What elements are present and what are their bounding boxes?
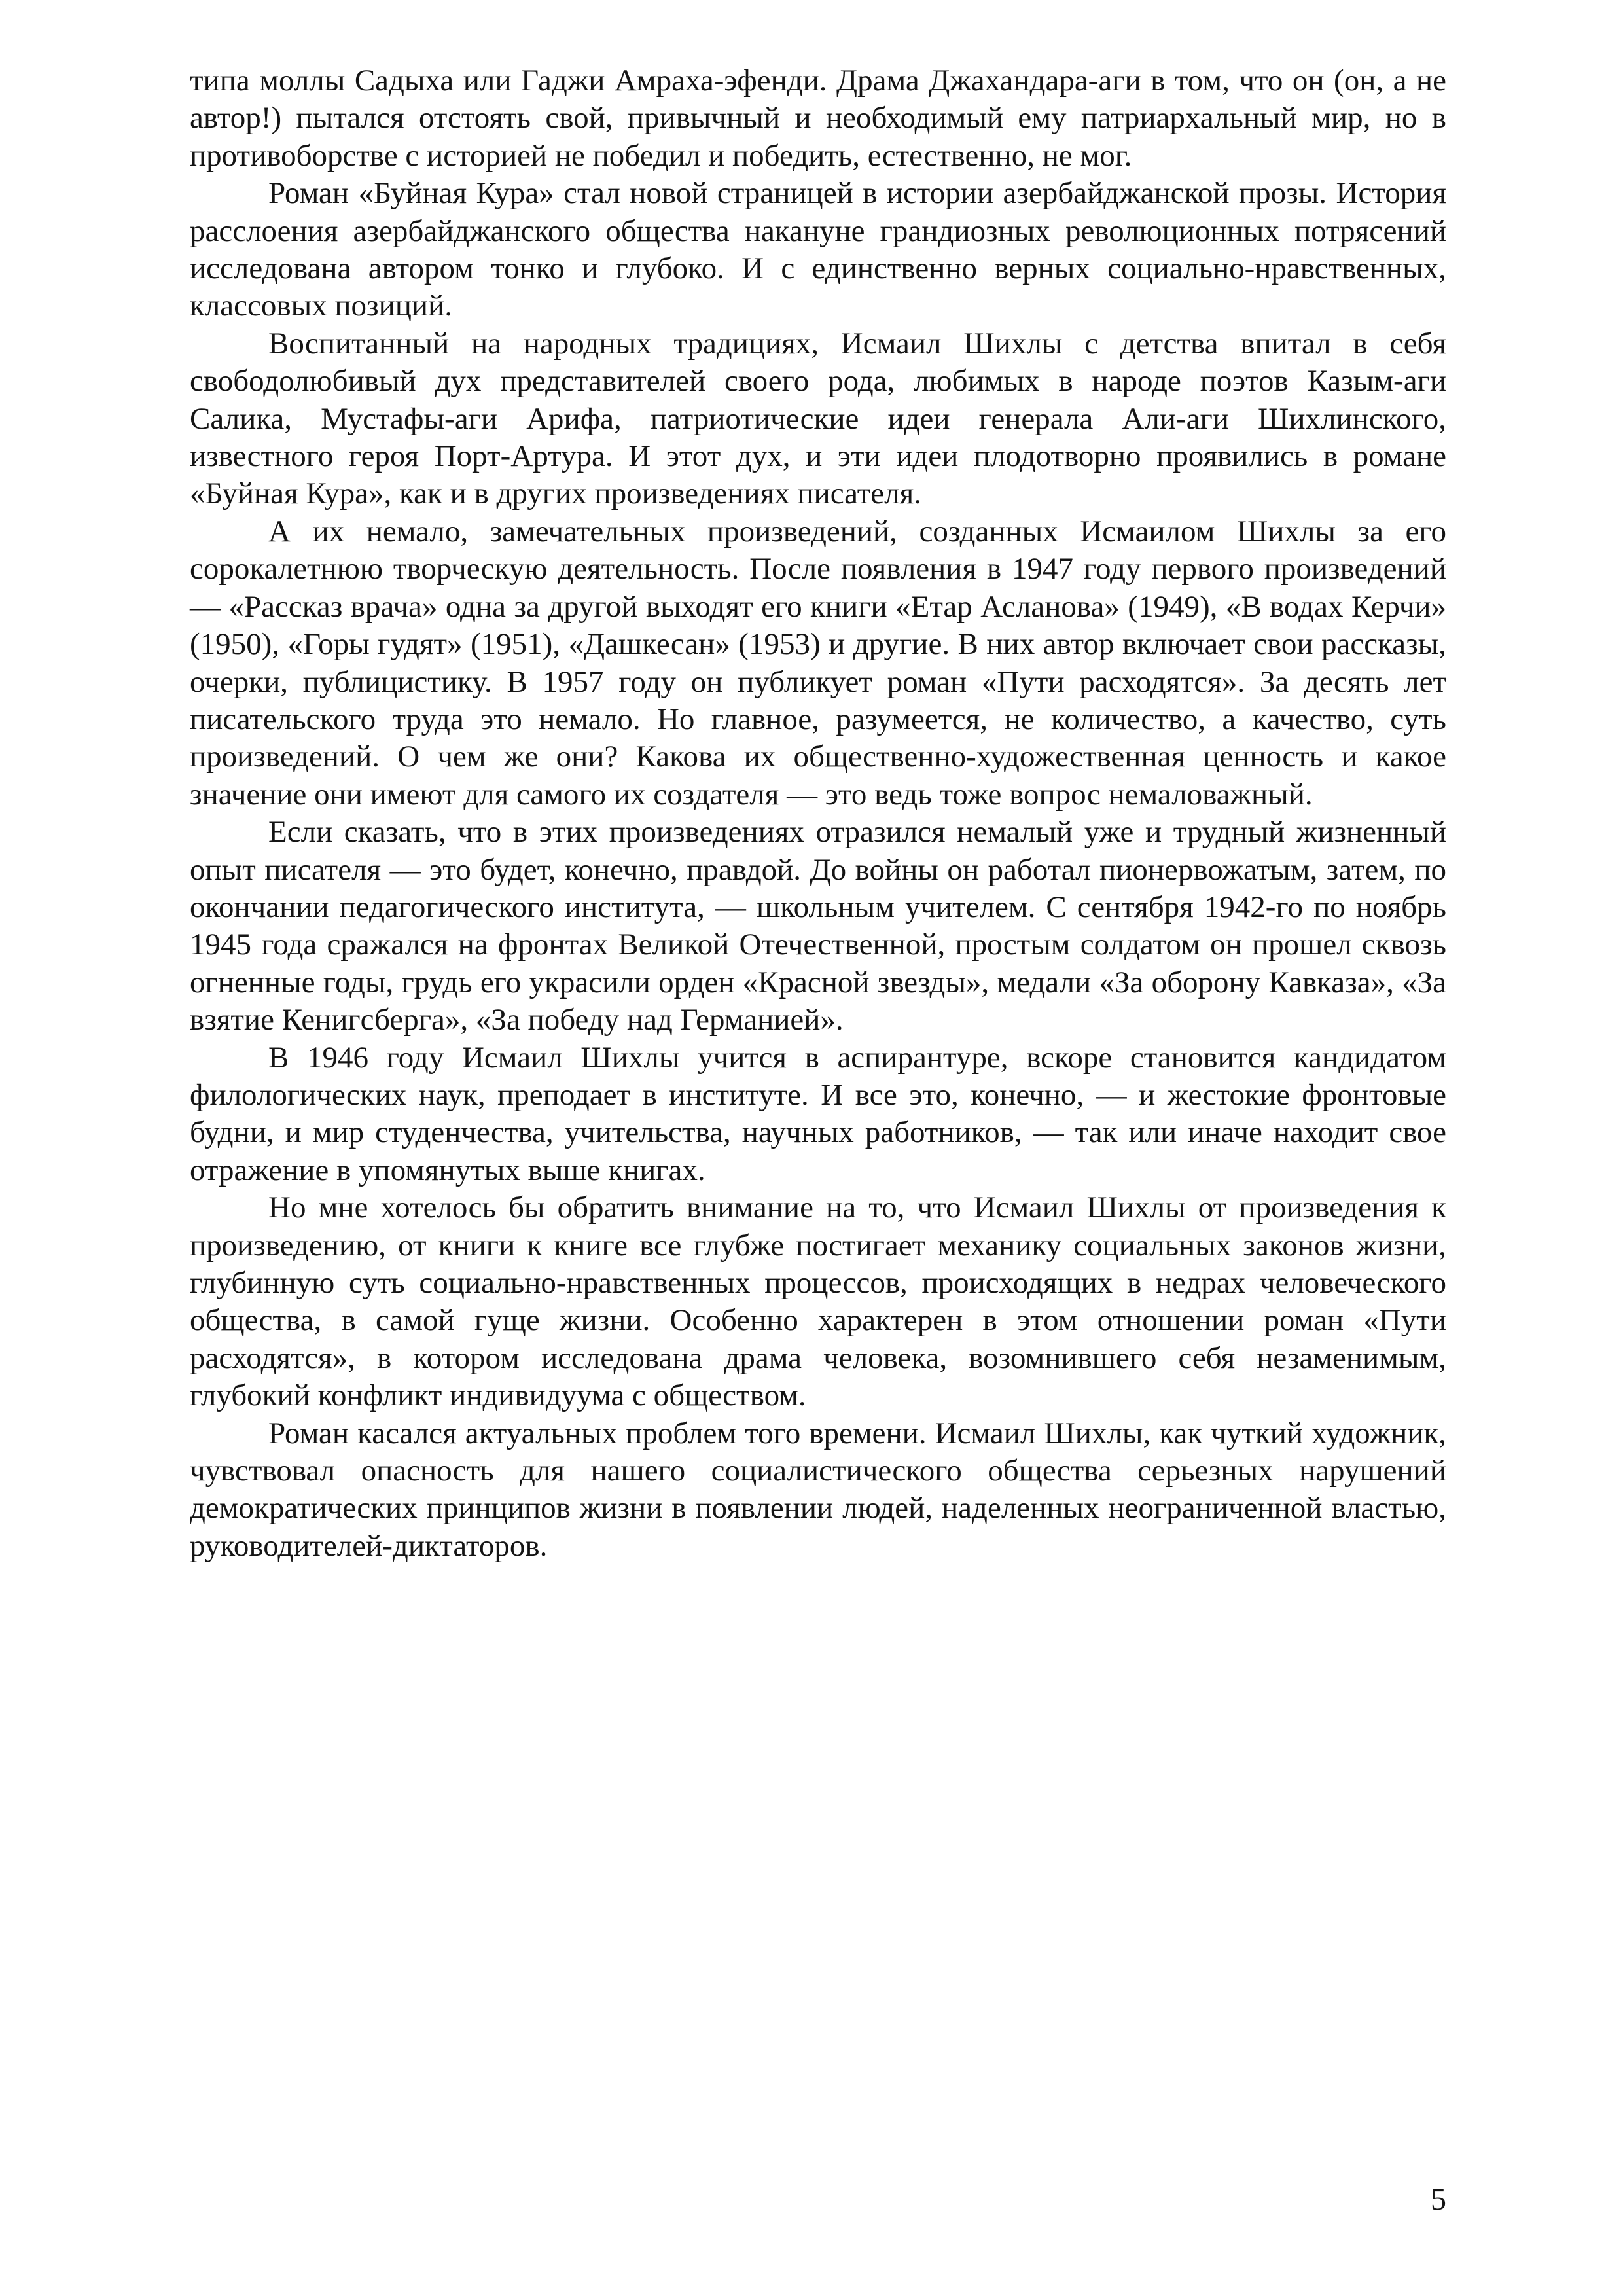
paragraph-5: Если сказать, что в этих произведениях отразился немалый уже и трудный жизненный опыт писателя — это будет, конечно, правдой. До войны он работал пионервожатым, затем, по окончании педагогического института, — школьным учителем. С сентября 1942-го по ноябрь 1945 года сражался на фронтах Великой Отечественной, простым солдатом он прошел сквозь огненные годы, грудь его украсили орден «Красной звезды», медали «За оборону Кавказа», «За взятие Кенигсберга», «За победу над Германией». bbox=[190, 815, 1446, 1037]
paragraph-8: Роман касался актуальных проблем того времени. Исмаил Шихлы, как чуткий художник, чувствовал опасность для нашего социалистического общества серьезных нарушений демократических принципов жизни в появлении людей, наделенных неограниченной властью, руководителей-диктаторов. bbox=[190, 1416, 1446, 1563]
page-number: 5 bbox=[1431, 2182, 1446, 2217]
paragraph-4: А их немало, замечательных произведений, созданных Исмаилом Шихлы за его сорокалетнюю творческую деятельность. После появления в 1947 году первого произведений — «Рассказ врача» одна за другой выходят его книги «Етар Асланова» (1949), «В водах Керчи» (1950), «Горы гудят» (1951), «Дашкесан» (1953) и другие. В них автор включает свои рассказы, очерки, публицистику. В 1957 году он публикует роман «Пути расходятся». За десять лет писательского труда это немало. Но главное, разумеется, не количество, а качество, суть произведений. О чем же они? Какова их общественно-художественная ценность и какое значение они имеют для самого их создателя — это ведь тоже вопрос немаловажный. bbox=[190, 514, 1446, 812]
paragraph-3: Воспитанный на народных традициях, Исмаил Шихлы с детства впитал в себя свободолюбивый дух представителей своего рода, любимых в народе поэтов Казым-аги Салика, Мустафы-аги Арифа, патриотические идеи генерала Али-аги Шихлинского, известного героя Порт-Артура. И этот дух, и эти идеи плодотворно проявились в романе «Буйная Кура», как и в других произведениях писателя. bbox=[190, 326, 1446, 511]
paragraph-6: В 1946 году Исмаил Шихлы учится в аспирантуре, вскоре становится кандидатом филологических наук, преподает в институте. И все это, конечно, — и жестокие фронтовые будни, и мир студенчества, учительства, научных работников, — так или иначе находит свое отражение в упомянутых выше книгах. bbox=[190, 1040, 1446, 1187]
page-body bbox=[190, 62, 1446, 1565]
paragraph-7: Но мне хотелось бы обратить внимание на то, что Исмаил Шихлы от произведения к произведению, от книги к книге все глубже постигает механику социальных законов жизни, глубинную суть социально-нравственных процессов, происходящих в недрах человеческого общества, в самой гуще жизни. Особенно характерен в этом отношении роман «Пути расходятся», в котором исследована драма человека, возомнившего себя незаменимым, глубокий конфликт индивидуума с обществом. bbox=[190, 1191, 1446, 1413]
paragraph-2: Роман «Буйная Кура» стал новой страницей в истории азербайджанской прозы. История расслоения азербайджанского общества накануне грандиозных революционных потрясений исследована автором тонко и глубоко. И с единственно верных социально-нравственных, классовых позиций. bbox=[190, 176, 1446, 323]
paragraph-1: типа моллы Садыха или Гаджи Амраха-эфенди. Драма Джахандара-аги в том, что он (он, а не автор!) пытался отстоять свой, привычный и необходимый ему патриархальный мир, но в противоборстве с историей не победил и победить, естественно, не мог. bbox=[190, 63, 1446, 173]
